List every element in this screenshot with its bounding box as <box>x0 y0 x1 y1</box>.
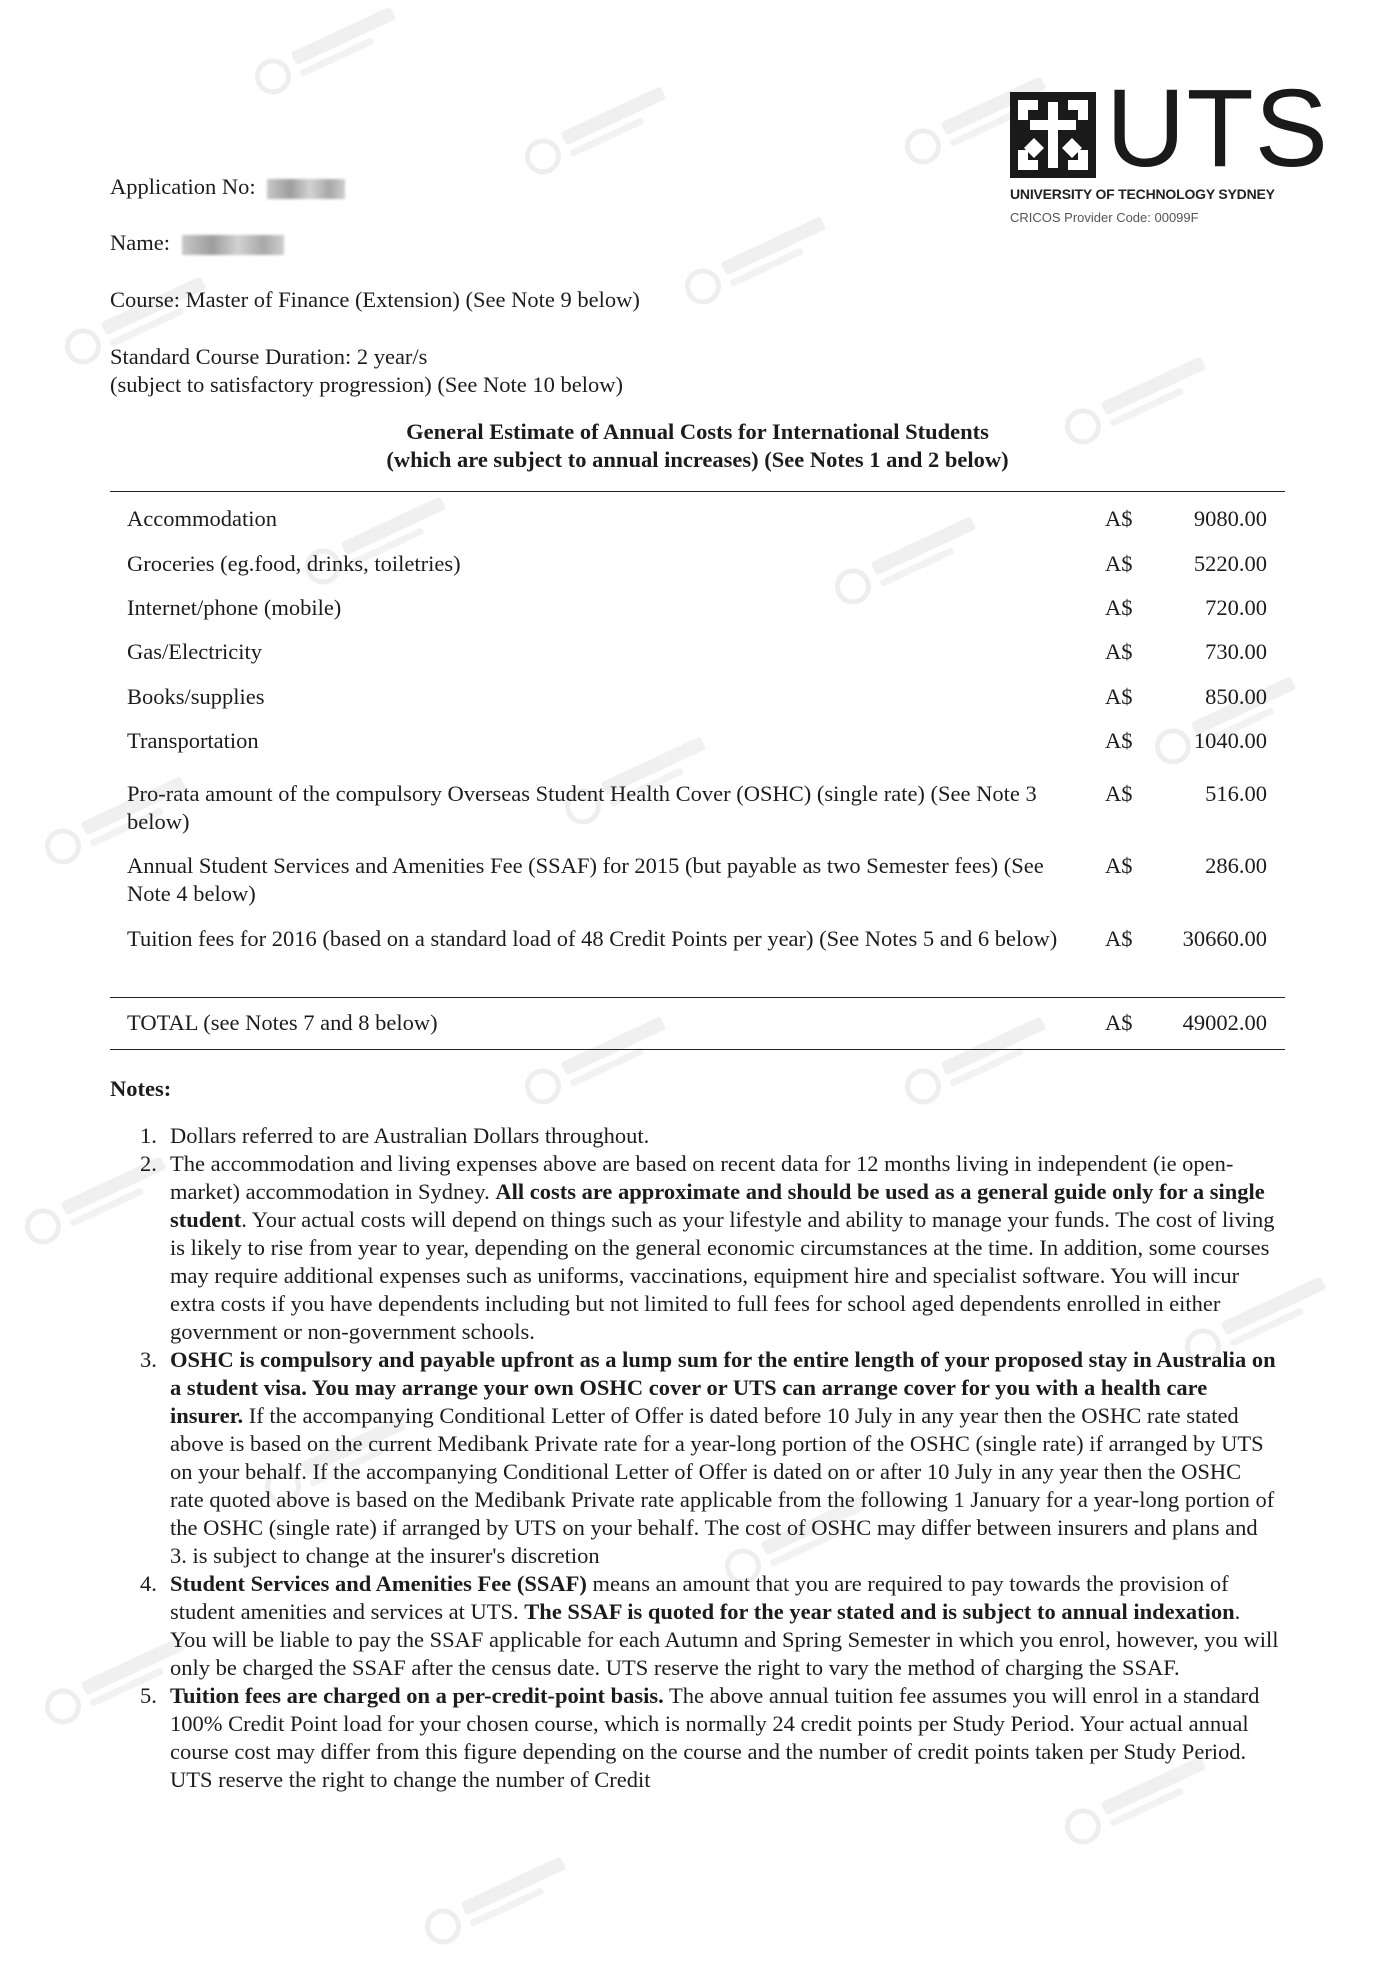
uts-wordmark: UTS <box>1106 67 1329 190</box>
cost-currency: A$ <box>1105 506 1133 531</box>
heading-line-1: General Estimate of Annual Costs for International Students <box>406 419 989 444</box>
cost-amount: 730.00 <box>1205 639 1267 664</box>
cost-amount: 286.00 <box>1205 853 1267 878</box>
duration-line: Standard Course Duration: 2 year/s <box>110 344 428 369</box>
note-text: . Your actual costs will depend on things such as your lifestyle and ability to manage your funds. The cost of living is likely to rise from year to year, depending on the general economic circumstances at the time. In addition, some courses may require additional expenses such as uniforms, vaccinations, equipment hire and specialist software. You will incur extra costs if you have dependents including but not limited to full fees for school aged dependents enrolled in either government or non-government schools. <box>170 1207 1275 1344</box>
note-item <box>110 1346 1280 1570</box>
cost-currency: A$ <box>1105 595 1133 620</box>
name-label: Name: <box>110 230 170 255</box>
university-name: UNIVERSITY OF TECHNOLOGY SYDNEY <box>1010 186 1275 202</box>
note-text: The above annual tuition fee assumes you will enrol in a standard 100% Credit Point load for your chosen course, which is normally 24 credit points per Study Period. Your actual annual course cost may differ from this figure depending on the course and the number of credit points taken per Study Period. UTS reserve the right to change the number of Credit <box>170 1683 1260 1792</box>
name-line <box>110 229 284 257</box>
cricos-code: CRICOS Provider Code: 00099F <box>1010 210 1199 225</box>
cost-currency: A$ <box>1105 728 1133 753</box>
note-text: Dollars referred to are Australian Dollars throughout. <box>170 1123 650 1148</box>
note-text: . You will be liable to pay the SSAF applicable for each Autumn and Spring Semester in which you enrol, however, you will only be charged the SSAF after the census date. UTS reserve the right to vary the method of charging the SSAF. <box>170 1599 1279 1680</box>
note-number: 2. <box>140 1151 157 1176</box>
note-number: 5. <box>140 1683 157 1708</box>
note-number: 1. <box>140 1123 157 1148</box>
note-text-bold: OSHC is compulsory and payable upfront as a lump sum for the entire length of your proposed stay in Australia on a student visa. You may arrange your own OSHC cover or UTS can arrange cover for you with a health care insurer. <box>170 1347 1276 1428</box>
cost-amount: 720.00 <box>1205 595 1267 620</box>
note-number: 4. <box>140 1571 157 1596</box>
cost-label: Internet/phone (mobile) <box>127 595 342 620</box>
cost-amount: 516.00 <box>1205 781 1267 806</box>
cost-amount: 1040.00 <box>1193 728 1267 753</box>
cost-label: Groceries (eg.food, drinks, toiletries) <box>127 551 461 576</box>
cost-currency: A$ <box>1105 639 1133 664</box>
note-text: If the accompanying Conditional Letter of Offer is dated before 10 July in any year then the OSHC rate stated above is based on the current Medibank Private rate for a year-long portion of the OSHC (single rate) if arranged by UTS on your behalf. If the accompanying Conditional Letter of Offer is dated on or after 10 July in any year then the OSHC rate quoted above is based on the Medibank Private rate applicable from the following 1 January for a year-long portion of the OSHC (single rate) if arranged by UTS on your behalf. The cost of OSHC may differ between insurers and plans and 3. is subject to change at the insurer's discretion <box>170 1403 1275 1568</box>
cost-label: Gas/Electricity <box>127 639 262 664</box>
note-text-bold: Student Services and Amenities Fee (SSAF) <box>170 1571 587 1596</box>
table-top-rule <box>110 491 1285 492</box>
note-item <box>110 1570 1280 1682</box>
cost-currency: A$ <box>1105 781 1133 806</box>
cost-label: Pro-rata amount of the compulsory Overseas Student Health Cover (OSHC) (single rate) (See Note 3 below) <box>127 781 1037 834</box>
cost-amount: 850.00 <box>1205 684 1267 709</box>
watermark-icon <box>248 0 412 106</box>
cost-amount: 30660.00 <box>1182 926 1267 951</box>
course-line: Course: Master of Finance (Extension) (See Note 9 below) <box>110 287 640 312</box>
total-top-rule <box>110 997 1285 998</box>
application-number-label: Application No: <box>110 174 256 199</box>
uts-crest-icon <box>1010 92 1096 178</box>
note-text-bold: All costs are approximate and should be used as a general guide only for a single student <box>170 1179 1265 1232</box>
total-label: TOTAL (see Notes 7 and 8 below) <box>127 1010 438 1035</box>
total-amount: 49002.00 <box>1182 1010 1267 1035</box>
redacted-application-number <box>267 179 345 199</box>
note-item <box>110 1682 1280 1794</box>
note-text-bold: The SSAF is quoted for the year stated and is subject to annual indexation <box>524 1599 1235 1624</box>
cost-label: Tuition fees for 2016 (based on a standard load of 48 Credit Points per year) (See Notes 5 and 6 below) <box>127 926 1058 951</box>
note-item <box>110 1122 1280 1150</box>
cost-currency: A$ <box>1105 551 1133 576</box>
note-number: 3. <box>140 1347 157 1372</box>
cost-label: Annual Student Services and Amenities Fee (SSAF) for 2015 (but payable as two Semester fees) (See Note 4 below) <box>127 853 1044 906</box>
cost-amount: 5220.00 <box>1193 551 1267 576</box>
application-number-line <box>110 173 345 201</box>
progression-line: (subject to satisfactory progression) (See Note 10 below) <box>110 372 623 397</box>
notes-list <box>110 1122 1280 1794</box>
note-text-bold: Tuition fees are charged on a per-credit-point basis. <box>170 1683 664 1708</box>
redacted-name <box>182 235 284 255</box>
note-text: means an amount that you are required to pay towards the provision of student amenities and services at UTS. <box>170 1571 1229 1624</box>
watermark-icon <box>418 1848 582 1955</box>
cost-label: Transportation <box>127 728 259 753</box>
total-currency: A$ <box>1105 1010 1133 1035</box>
watermark-icon <box>678 208 842 315</box>
uts-logo <box>1008 67 1329 228</box>
cost-currency: A$ <box>1105 926 1133 951</box>
note-item <box>110 1150 1280 1346</box>
cost-currency: A$ <box>1105 853 1133 878</box>
notes-title: Notes: <box>110 1076 172 1101</box>
note-text: The accommodation and living expenses above are based on recent data for 12 months living in independent (ie open-market) accommodation in Sydney. <box>170 1151 1234 1204</box>
total-bottom-rule <box>110 1049 1285 1050</box>
watermark-icon <box>518 78 682 185</box>
cost-label: Books/supplies <box>127 684 265 709</box>
heading-line-2: (which are subject to annual increases) (See Notes 1 and 2 below) <box>386 447 1009 472</box>
cost-amount: 9080.00 <box>1193 506 1267 531</box>
cost-label: Accommodation <box>127 506 277 531</box>
cost-estimate-heading <box>110 418 1285 474</box>
cost-currency: A$ <box>1105 684 1133 709</box>
